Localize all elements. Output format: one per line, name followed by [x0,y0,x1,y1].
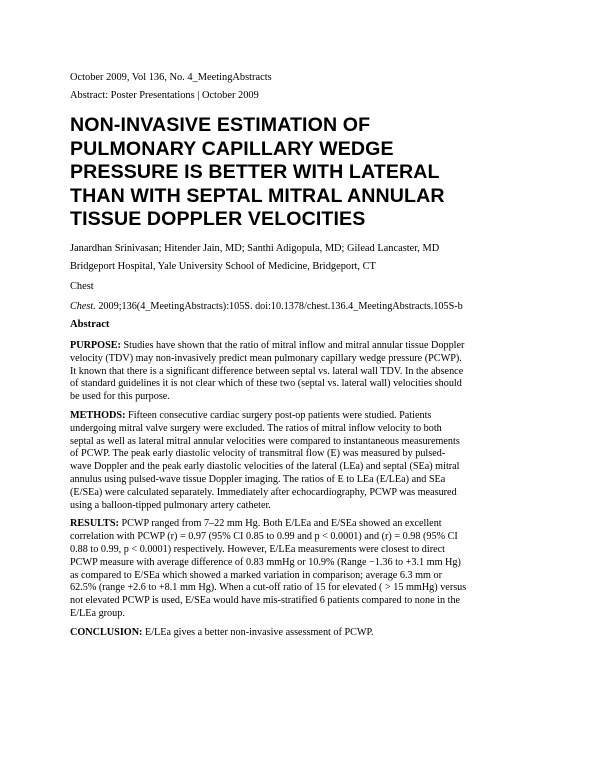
results-paragraph [70,518,540,620]
paragraph-line: PCWP measure with average difference of 0.83 mmHg or 10.9% (Range −1.36 to +3.1 mm Hg) [70,556,461,568]
conclusion-label: CONCLUSION: [70,626,143,638]
paragraph-line: (E/SEa) were calculated separately. Immediately after echocardiography, PCWP was measured [70,486,457,498]
journal-name: Chest [70,280,94,292]
paragraph-line: annulus using pulsed-wave tissue Doppler imaging. The ratios of E to LEa (E/LEa) and SEa [70,473,446,485]
author-names: Janardhan Srinivasan; Hitender Jain, MD; Santhi Adigopula, MD; Gilead Lancaster, MD [70,242,440,254]
title-line: TISSUE DOPPLER VELOCITIES [70,208,366,231]
methods-text: Fifteen consecutive cardiac surgery post-op patients were studied. Patients [125,409,432,421]
paragraph-line: correlation with PCWP (r) = 0.97 (95% CI 0.85 to 0.99 and p < 0.0001) and (r) = 0.98 (95% CI [70,531,458,543]
issue-line: October 2009, Vol 136, No. 4_MeetingAbstracts [70,72,272,83]
paragraph-line: E/LEa group. [70,607,125,619]
paragraph-line: septal as well as lateral mitral annular velocities were compared to instantaneous measurements [70,435,460,447]
paragraph-line: not elevated PCWP is used, E/SEa would have mis-stratified 6 patients compared to none in the [70,595,461,607]
paragraph-line: of PCWP. The peak early diastolic velocity of transmitral flow (E) was measured by pulsed- [70,448,446,460]
paragraph-line: velocity (TDV) may non-invasively predict mean pulmonary capillary wedge pressure (PCWP). [70,352,462,364]
citation [70,298,540,316]
paragraph-line [70,410,540,423]
results-text: PCWP ranged from 7–22 mm Hg. Both E/LEa and E/SEa showed an excellent [118,518,442,530]
author-block [70,240,540,276]
paragraph-line [70,518,540,531]
paragraph-line: using a balloon-tipped pulmonary artery catheter. [70,499,271,511]
section-line: Abstract: Poster Presentations | October 2009 [70,90,259,101]
paragraph-line: undergoing mitral valve surgery were excluded. The ratios of mitral inflow velocity to both [70,422,442,434]
conclusion-paragraph [70,627,540,640]
paragraph-line: of standard guidelines it is not clear which of these two (septal vs. lateral wall) velocities should [70,378,462,390]
article-title [70,114,540,232]
methods-label: METHODS: [70,409,126,421]
citation-details: 2009;136(4_MeetingAbstracts):105S. doi:10.1378/chest.136.4_MeetingAbstracts.105S-b [95,300,463,312]
conclusion-text: E/LEa gives a better non-invasive assessment of PCWP. [142,626,374,638]
citation-journal: Chest. [70,300,96,312]
paragraph-line [70,627,540,640]
paragraph-line [70,340,540,353]
paragraph-line: 62.5% (range +2.6 to +8.1 mm Hg). When a cut-off ratio of 15 for elevated ( > 15 mmHg) versus [70,582,467,594]
title-line: THAN WITH SEPTAL MITRAL ANNULAR [70,184,445,207]
author-affiliation: Bridgeport Hospital, Yale University School of Medicine, Bridgeport, CT [70,260,376,272]
title-line: PRESSURE IS BETTER WITH LATERAL [70,161,440,184]
paragraph-line: 0.88 to 0.99, p < 0.0001) respectively. However, E/LEa measurements were closest to direct [70,543,445,555]
title-line: NON-INVASIVE ESTIMATION OF [70,114,371,136]
paragraph-line: wave Doppler and the peak early diastolic velocities of the lateral (LEa) and septal (SEa) mitral [70,461,460,473]
purpose-label: PURPOSE: [70,339,121,351]
purpose-paragraph [70,340,540,404]
purpose-text: Studies have shown that the ratio of mitral inflow and mitral annular tissue Doppler [120,339,465,351]
title-line: PULMONARY CAPILLARY WEDGE [70,137,394,160]
paragraph-line: It known that there is a significant difference between septal vs. lateral wall TDV. In the absence [70,365,464,377]
paragraph-line: be used for this purpose. [70,391,170,403]
methods-paragraph [70,410,540,512]
results-label: RESULTS: [70,518,119,530]
abstract-heading: Abstract [70,318,110,330]
paragraph-line: as compared to E/SEa which showed a marked variation in comparison; average 6.3 mm or [70,569,443,581]
article-page [70,69,540,640]
